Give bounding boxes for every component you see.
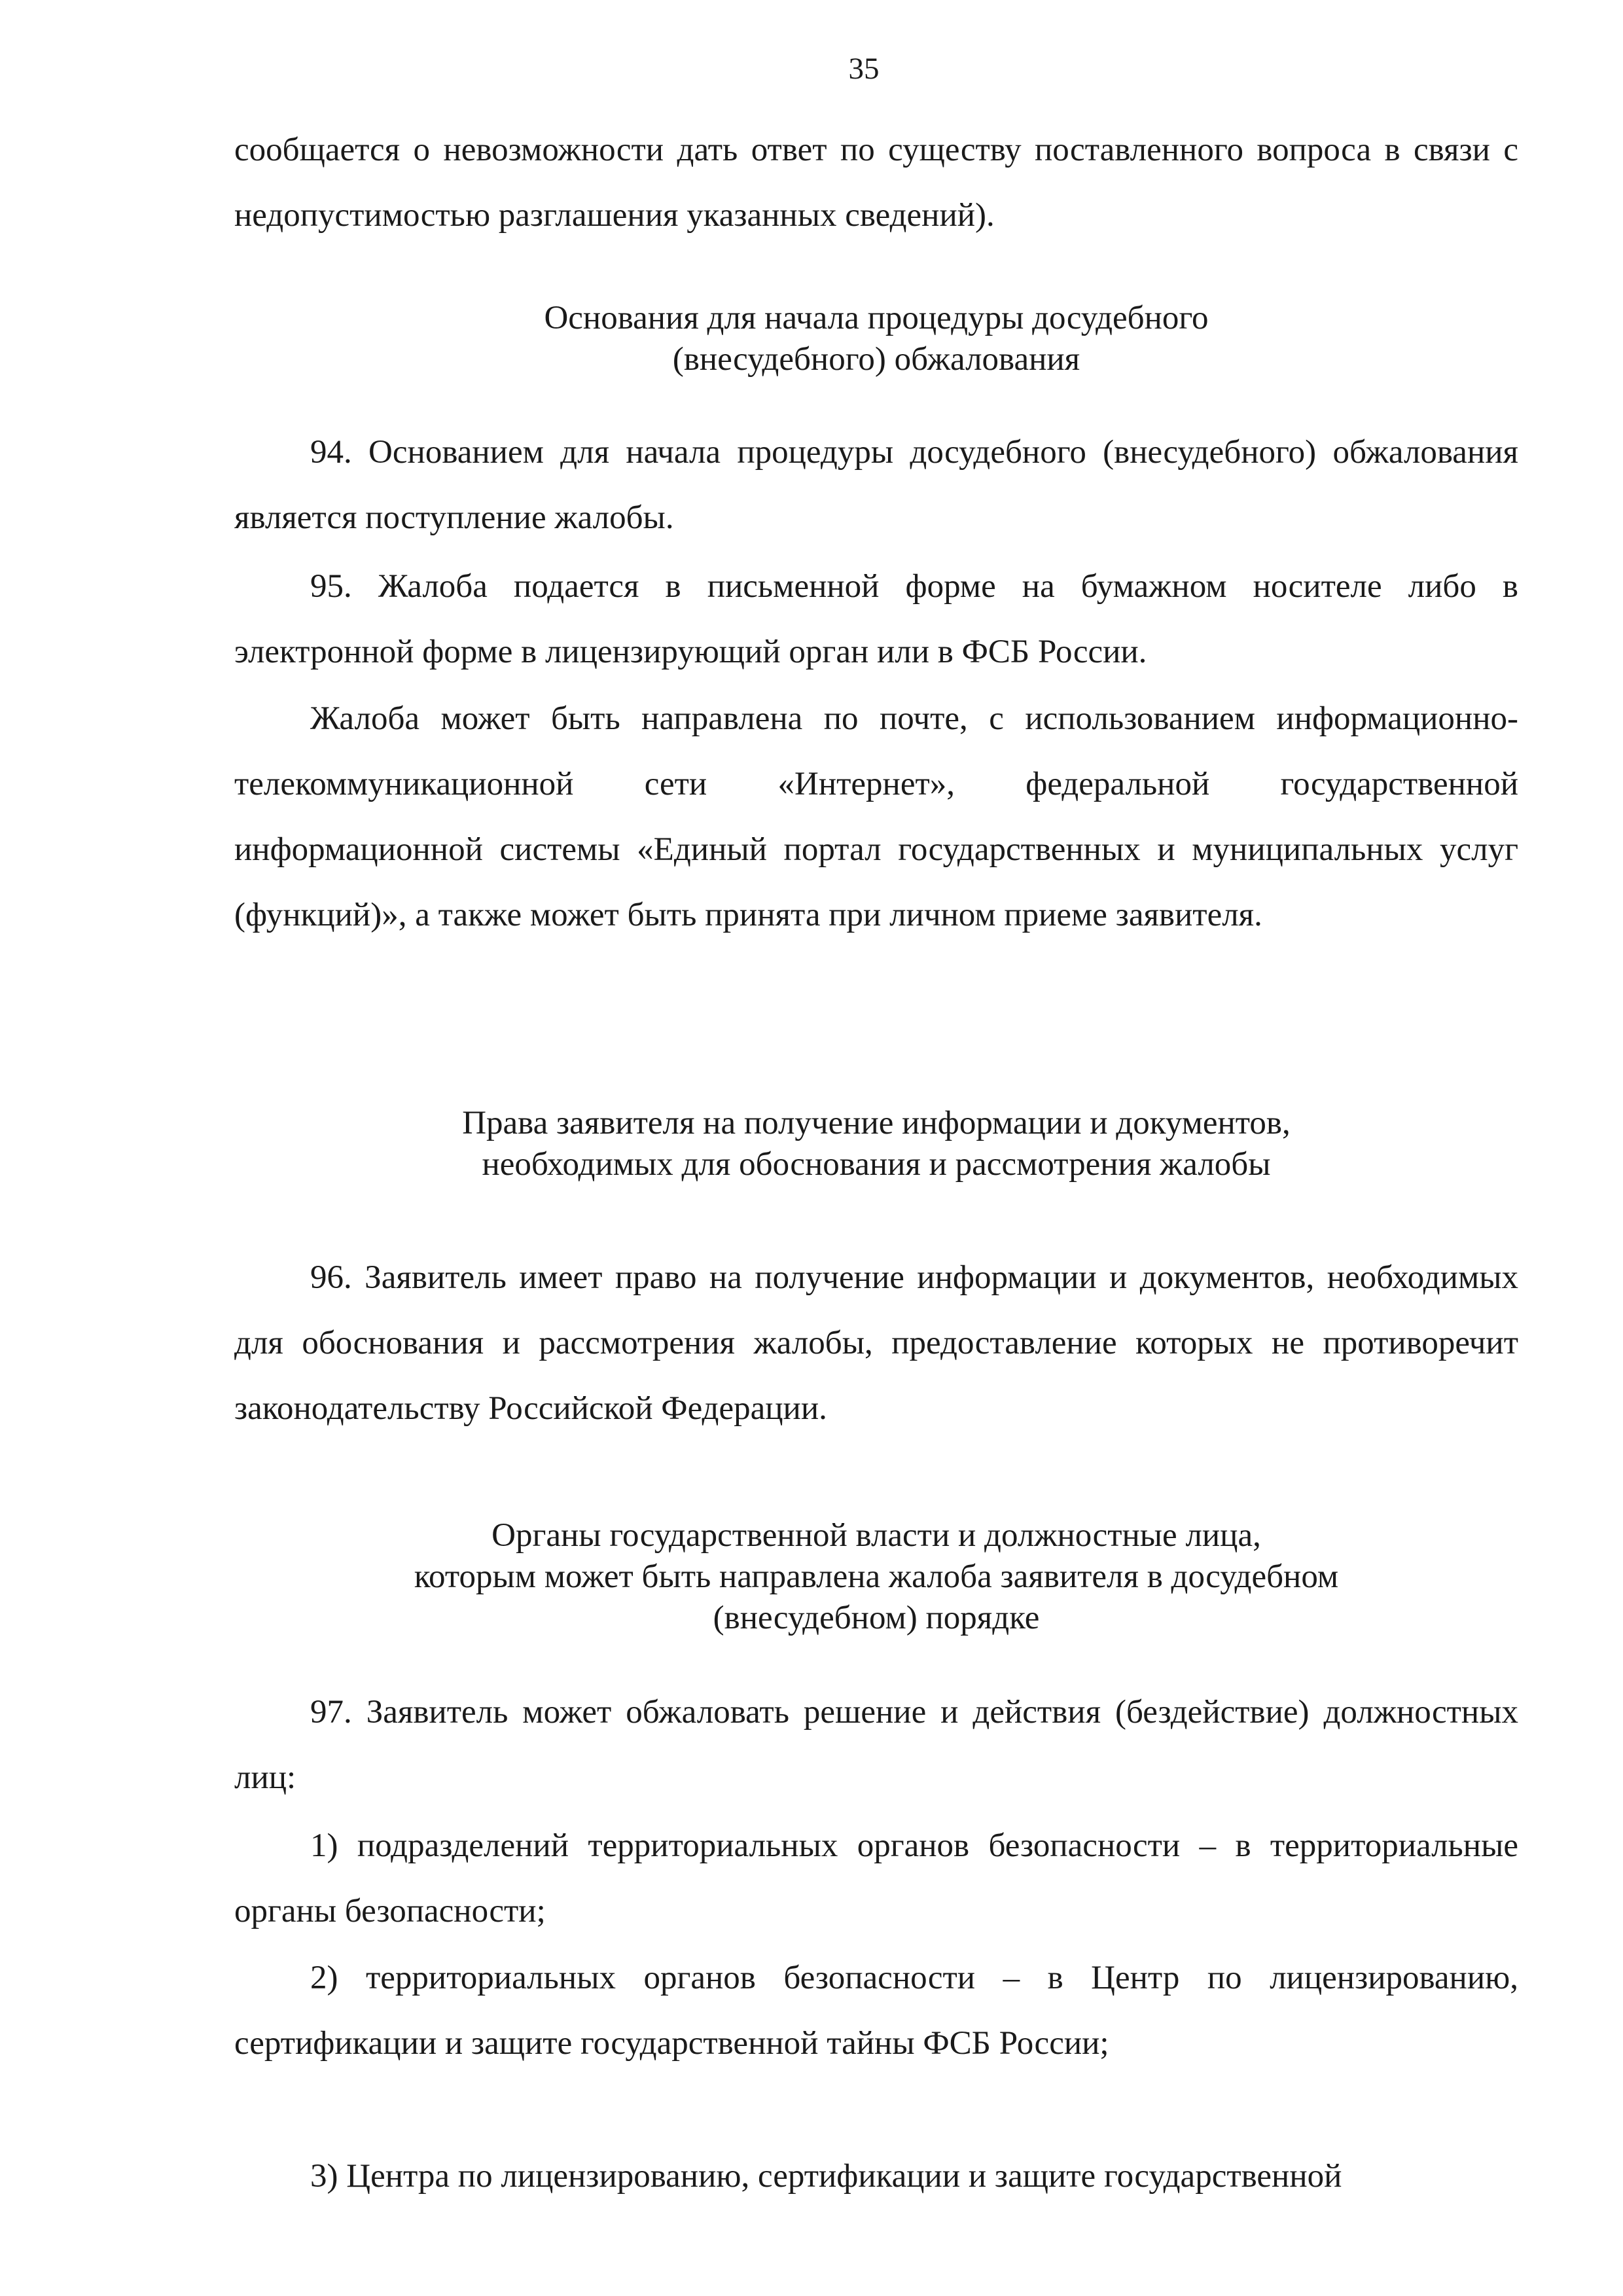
paragraph-95-delivery: Жалоба может быть направлена по почте, с использованием информационно-телекоммуникационной сети «Интернет», федеральной государственной информационной системы «Единый портал государственных и муниципальных услуг (функций)», а также может быть принята при личном приеме заявителя. xyxy=(234,700,1518,933)
continuation-paragraph: сообщается о невозможности дать ответ по существу поставленного вопроса в связи с недопустимостью разглашения указанных сведений). xyxy=(234,132,1518,234)
list-item-2: 2) территориальных органов безопасности – в Центр по лицензированию, сертификации и защите государственной тайны ФСБ России; xyxy=(234,1960,1518,2062)
list-item-1: 1) подразделений территориальных органов безопасности – в территориальные органы безопасности; xyxy=(234,1827,1518,1929)
paragraph-97: 97. Заявитель может обжаловать решение и действия (бездействие) должностных лиц: xyxy=(234,1694,1518,1796)
heading-line: необходимых для обоснования и рассмотрения жалобы xyxy=(482,1146,1271,1183)
heading-line: которым может быть направлена жалоба заявителя в досудебном xyxy=(414,1558,1339,1595)
heading-line: Основания для начала процедуры досудебного xyxy=(544,300,1209,336)
paragraph-96: 96. Заявитель имеет право на получение информации и документов, необходимых для обоснования и рассмотрения жалобы, предоставление которых не противоречит законодательству Российской Федерации. xyxy=(234,1259,1518,1427)
section-heading-applicant-rights xyxy=(234,1103,1518,1185)
paragraph-94: 94. Основанием для начала процедуры досудебного (внесудебного) обжалования является поступление жалобы. xyxy=(234,434,1518,536)
paragraph-95: 95. Жалоба подается в письменной форме на бумажном носителе либо в электронной форме в лицензирующий орган или в ФСБ России. xyxy=(234,568,1518,670)
heading-line: Права заявителя на получение информации и документов, xyxy=(462,1105,1291,1141)
section-heading-grounds xyxy=(234,298,1518,380)
heading-line: Органы государственной власти и должностные лица, xyxy=(491,1517,1261,1554)
page-number: 35 xyxy=(848,52,880,86)
list-item-3: 3) Центра по лицензированию, сертификации и защите государственной xyxy=(310,2158,1342,2195)
heading-line: (внесудебного) обжалования xyxy=(672,341,1080,378)
section-heading-authorities xyxy=(234,1515,1518,1639)
heading-line: (внесудебном) порядке xyxy=(713,1600,1040,1636)
